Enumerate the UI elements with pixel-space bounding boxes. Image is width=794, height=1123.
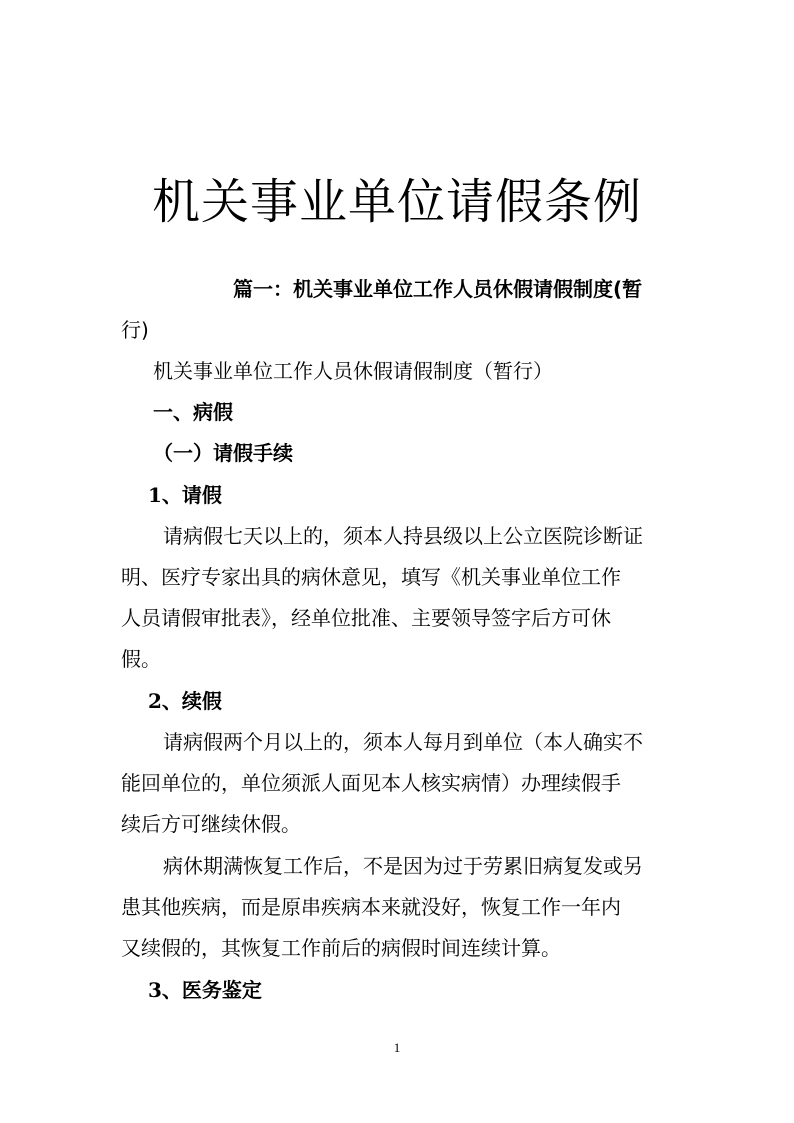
heading-medical-appraisal: 3、医务鉴定 xyxy=(148,978,262,1002)
paragraph-line: 病休期满恢复工作后，不是因为过于劳累旧病复发或另 xyxy=(163,854,643,878)
paragraph-line: 人员请假审批表》，经单位批准、主要领导签字后方可休 xyxy=(121,606,611,630)
paragraph-line: 又续假的，其恢复工作前后的病假时间连续计算。 xyxy=(121,936,561,960)
heading-leave-procedure: （一）请假手续 xyxy=(153,441,293,465)
paragraph-line: 患其他疾病，而是原串疾病本来就没好，恢复工作一年内 xyxy=(121,895,621,919)
paragraph-line: 请病假两个月以上的，须本人每月到单位（本人确实不 xyxy=(163,730,643,754)
subtitle: 机关事业单位工作人员休假请假制度（暂行） xyxy=(153,359,553,383)
paragraph-line: 假。 xyxy=(121,647,161,671)
paragraph-line: 能回单位的，单位须派人面见本人核实病情）办理续假手 xyxy=(121,771,621,795)
heading-sick-leave: 一、病假 xyxy=(153,400,233,424)
paragraph-line: 明、医疗专家出具的病休意见，填写《机关事业单位工作 xyxy=(121,565,621,589)
paragraph-line: 续后方可继续休假。 xyxy=(121,812,301,836)
paragraph-line: 请病假七天以上的，须本人持县级以上公立医院诊断证 xyxy=(163,524,643,548)
heading-extend-leave: 2、续假 xyxy=(148,689,222,713)
document-title: 机关事业单位请假条例 xyxy=(151,174,642,231)
page-number: 1 xyxy=(393,1040,401,1055)
section-heading-part-one: 篇一：机关事业单位工作人员休假请假制度(暂 xyxy=(233,277,643,301)
section-heading-part-one-continued: 行) xyxy=(121,318,149,342)
heading-request-leave: 1、请假 xyxy=(148,483,222,507)
